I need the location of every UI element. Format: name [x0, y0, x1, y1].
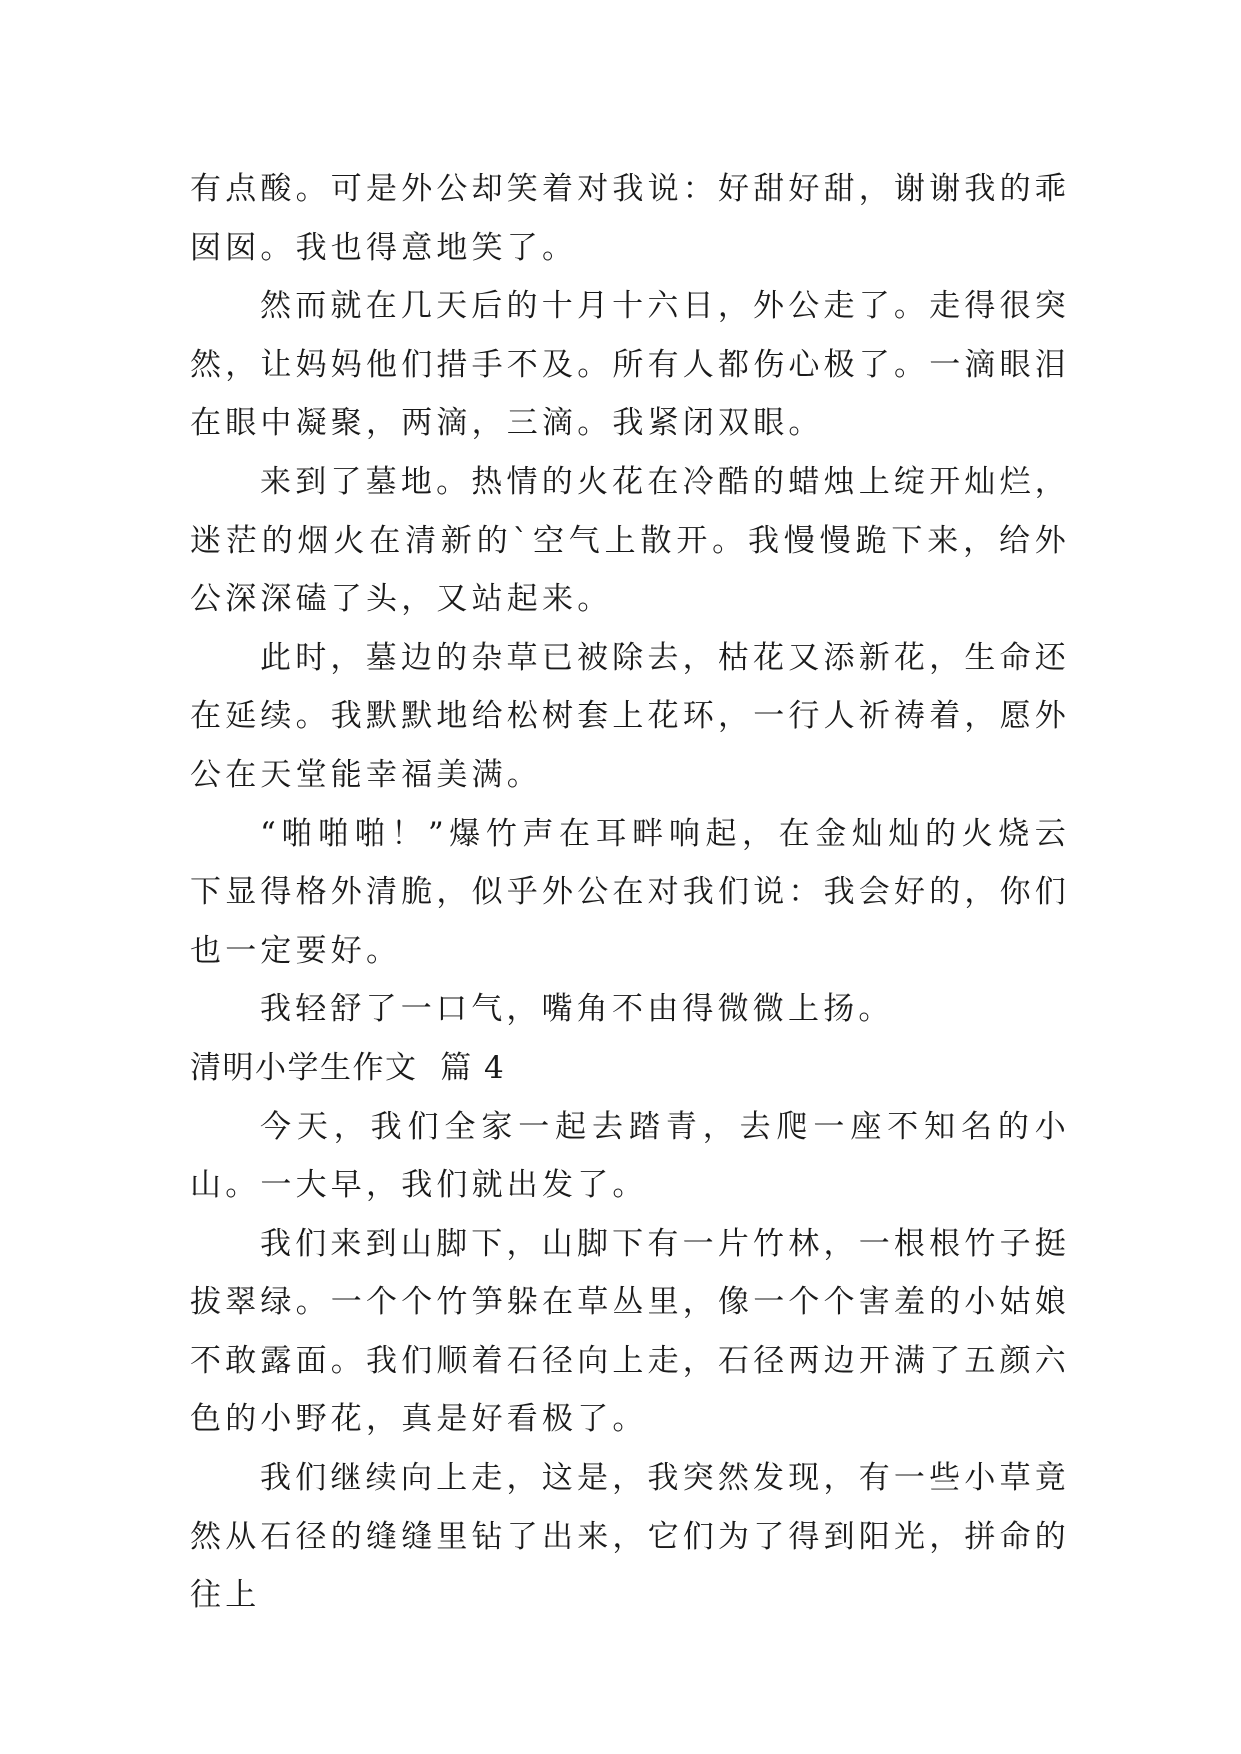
paragraph: 今天，我们全家一起去踏青，去爬一座不知名的小山。一大早，我们就出发了。	[190, 1108, 1070, 1204]
paragraph: 来到了墓地。热情的火花在冷酷的蜡烛上绽开灿烂，迷茫的烟火在清新的`空气上散开。我慢慢跪下来，给外公深深磕了头，又站起来。	[190, 463, 1070, 618]
paragraph: 此时，墓边的杂草已被除去，枯花又添新花，生命还在延续。我默默地给松树套上花环，一行人祈祷着，愿外公在天堂能幸福美满。	[190, 639, 1070, 793]
paragraph: 我们继续向上走，这是，我突然发现，有一些小草竟然从石径的缝缝里钻了出来，它们为了得到阳光，拼命的往上	[190, 1460, 1070, 1614]
section-heading: 清明小学生作文 篇 4	[190, 1049, 506, 1086]
document-page	[190, 160, 1070, 1625]
paragraph: 然而就在几天后的十月十六日，外公走了。走得很突然，让妈妈他们措手不及。所有人都伤心极了。一滴眼泪在眼中凝聚，两滴，三滴。我紧闭双眼。	[190, 288, 1070, 442]
paragraph: 我们来到山脚下，山脚下有一片竹林，一根根竹子挺拔翠绿。一个个竹笋躲在草丛里，像一个个害羞的小姑娘不敢露面。我们顺着石径向上走，石径两边开满了五颜六色的小野花，真是好看极了。	[190, 1225, 1070, 1438]
paragraph-continuation: 有点酸。可是外公却笑着对我说：好甜好甜，谢谢我的乖囡囡。我也得意地笑了。	[190, 171, 1070, 266]
paragraph: “啪啪啪！”爆竹声在耳畔响起，在金灿灿的火烧云下显得格外清脆，似乎外公在对我们说：我会好的，你们也一定要好。	[190, 815, 1070, 969]
paragraph: 我轻舒了一口气，嘴角不由得微微上扬。	[260, 991, 894, 1028]
